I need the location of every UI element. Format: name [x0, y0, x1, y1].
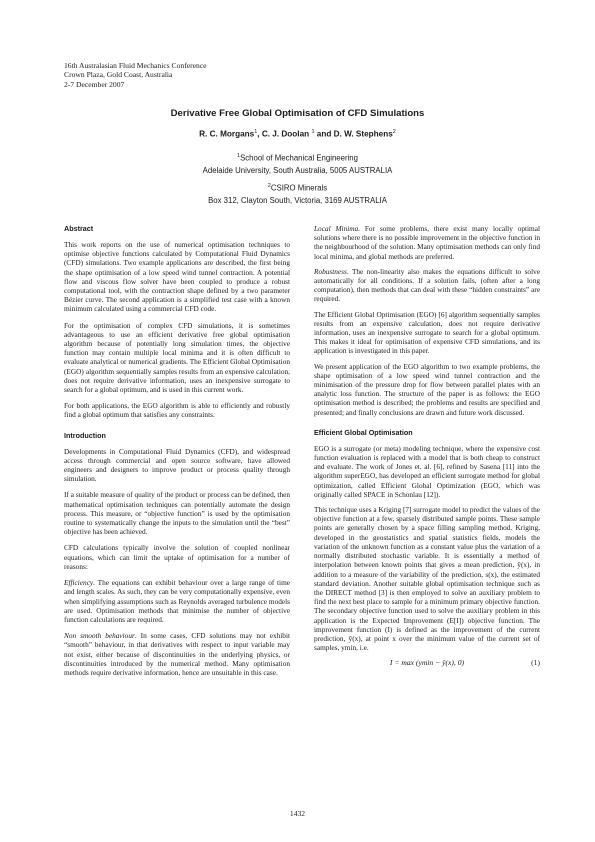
nonsmooth-term: Non smooth behaviour	[64, 631, 135, 641]
abstract-paragraph: For the optimisation of complex CFD simulations, it is sometimes advantageous to use an efficient derivative free global optimisation algorithm because of potentially long simulation times, the objective function may contain multiple local minima and it is often difficult to evaluate analytical or numerical gradients. The Efficient Global Optimisation (EGO) algorithm sequentially samples results from an expensive calculation, does not require derivative information, uses an inexpensive surrogate to search for a global optimum, and is used in this current work.	[64, 320, 290, 395]
affiliation-2	[0, 180, 595, 207]
introduction-heading: Introduction	[64, 430, 106, 440]
ego-intro-paragraph: The Efficient Global Optimisation (EGO) [6] algorithm sequentially samples results from an expensive calculation, does not require derivative information, uses an inexpensive surrogate to search for a global optimum. This makes it ideal for optimisation of expensive CFD simulations, and its application is investigated in this paper.	[314, 309, 540, 356]
localmin-term: Local Minima	[314, 224, 359, 233]
author-name: , C. J. Doolan	[257, 129, 310, 139]
conference-header	[64, 61, 207, 89]
author-line	[0, 129, 595, 139]
efficiency-text: . The equations can exhibit behaviour over a large range of time and length scales. As such, they can be very computationally expensive, even when simplifying assumptions such as Reynolds averaged turbulence models are used. Optimisation methods that minimise the number of objective function calculations are required.	[64, 578, 290, 624]
abstract-paragraph: For both applications, the EGO algorithm is able to efficiently and robustly find a global optimum that satisfies any constraints.	[64, 401, 290, 420]
left-column	[64, 224, 290, 684]
conference-venue: Crown Plaza, Gold Coast, Australia	[64, 70, 173, 80]
affiliation-1	[0, 150, 595, 177]
author-superscript: 2	[392, 129, 396, 135]
efficiency-paragraph	[64, 578, 290, 624]
affiliation-address: Adelaide University, South Australia, 5005 AUSTRALIA	[202, 166, 393, 175]
nonsmooth-paragraph	[64, 631, 290, 677]
conference-dates: 2-7 December 2007	[64, 79, 125, 89]
affiliation-address: Box 312, Clayton South, Victoria, 3169 AUSTRALIA	[208, 196, 387, 205]
equation-1	[314, 658, 540, 672]
robustness-text: . The non-linearity also makes the equations difficult to solve automatically for all conditions. If a solution fails, (often after a long computation), then methods that can deal with these “hidden constraints” are required.	[314, 266, 540, 304]
robustness-paragraph	[314, 267, 540, 304]
affiliation-name: School of Mechanical Engineering	[240, 153, 358, 163]
ego-heading: Efficient Global Optimisation	[314, 427, 413, 437]
equation-expression: I = max (ymin − ŷ(x), 0)	[389, 658, 465, 668]
affiliation-superscript: 1	[237, 153, 241, 159]
intro-paragraph: CFD calculations typically involve the solution of coupled nonlinear equations, which can limit the uptake of optimisation for a number of reasons:	[64, 543, 290, 571]
localmin-paragraph	[314, 224, 540, 261]
abstract-heading: Abstract	[64, 224, 94, 233]
nonsmooth-text: . In some cases, CFD solutions may not exhibit “smooth” behaviour, in that derivatives with respect to input variable may not exist, either because of discontinuities in the underlying physics, or discontinuities introduced by the numerical method. Many optimisation methods require derivative information, hence are unsuitable in this case.	[64, 631, 290, 677]
intro-paragraph: Developments in Computational Fluid Dynamics (CFD), and widespread access through commercial and open source software, have allowed engineers and designers to improve product or process quality through simulation.	[64, 446, 290, 484]
author-superscript: 1	[254, 129, 258, 135]
paper-title: Derivative Free Global Optimisation of CFD Simulations	[170, 108, 425, 119]
intro-paragraph: If a suitable measure of quality of the product or process can be defined, then mathematical optimisation techniques can potentially automate the design process. This measure, or “objective function” is used by the optimisation routine to systematically change the inputs to the simulation until the “best” objective has been achieved.	[64, 490, 290, 537]
author-name: and D. W. Stephens	[314, 129, 393, 139]
affiliation-name: CSIRO Minerals	[270, 183, 328, 193]
present-paragraph: We present application of the EGO algorithm to two example problems, the shape optimisation of a low speed wind tunnel contraction and the minimisation of the pressure drop for flow between parallel plates with an analytic loss function. The structure of the paper is as follows: the EGO optimisation method is described; the problems and results are specified and presented; and finally conclusions are drawn and future work discussed.	[314, 361, 540, 417]
equation-number: (1)	[531, 658, 540, 668]
right-column	[314, 224, 540, 672]
author-superscript: 1	[311, 129, 315, 135]
affiliation-superscript: 2	[267, 183, 271, 189]
ego-paragraph: EGO is a surrogate (or meta) modeling technique, where the expensive cost function evaluation is replaced with a model that is both cheap to construct and evaluate. The work of Jones et. al. [6], refined by Sasena [11] into the algorithm superEGO, has developed an efficient surrogate method for global optimization, called Efficient Global Optimization (EGO, which was originally called SPACE in Schonlau [12]).	[314, 443, 540, 499]
robustness-term: Robustness	[314, 266, 347, 276]
conference-name: 16th Australasian Fluid Mechanics Conference	[64, 61, 207, 70]
ego-paragraph: This technique uses a Kriging [7] surrogate model to predict the values of the objective function at a few, sparsely distributed sample points. These sample points are generally chosen by a space filling sampling method. Kriging, developed in the geostatistics and spatial statistics fields, models the variation of the unknown function as a constant value plus the variation of a normally distributed stochastic variable. It is essentially a method of interpolation between known points that gives a mean prediction, ŷ(x), in addition to a measure of the variability of the prediction, s(x), the estimated standard deviation. Another suitable global optimisation technique such as the DIRECT method [3] is then employed to solve an auxiliary problem to find the next best place to sample for a minimum primary objective function. The secondary objective function used to solve the auxiliary problem in this application is the Expected Improvement (E[I]) objective function. The improvement function (I) is defined as the improvement of the current prediction, ŷ(x), at point x over the minimum value of the current set of samples, ymin, i.e.	[314, 505, 540, 653]
efficiency-term: Efficiency	[64, 578, 94, 588]
localmin-text: . For some problems, there exist many locally optimal solutions where there is no possible improvement in the objective function in the neighbourhood of the solution. Many optimisation methods can only find local minima, and global methods are preferred.	[314, 224, 540, 261]
author-name: R. C. Morgans	[199, 129, 255, 139]
abstract-paragraph: This work reports on the use of numerical optimisation techniques to optimise objective functions calculated by Computational Fluid Dynamics (CFD) simulations. Two example applications are described, the first being the shape optimisation of a low speed wind tunnel contraction. A potential flow and viscous flow solver have been coupled to produce a robust computational tool, with the contraction shape defined by a two parameter Bézier curve. The second application is a simplified test case with a known minimum calculated using a commercial CFD code.	[64, 240, 290, 314]
page-number: 1432	[289, 809, 306, 818]
